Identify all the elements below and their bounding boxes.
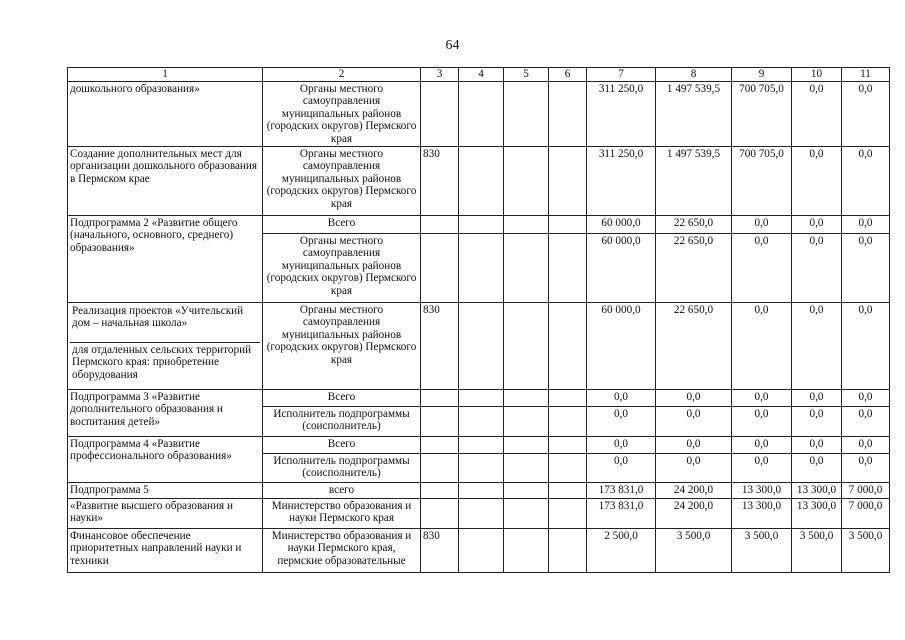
empty-cell (549, 302, 587, 389)
empty-cell (459, 233, 504, 302)
value-cell: 22 650,0 (656, 215, 732, 233)
table-row (68, 215, 890, 233)
value-cell: 22 650,0 (656, 233, 732, 302)
empty-cell (504, 453, 549, 482)
program-name-cell (68, 302, 263, 389)
header-cell: 4 (459, 68, 504, 82)
value-cell: 0,0 (656, 453, 732, 482)
table-row (68, 146, 890, 215)
executor-cell: Органы местного самоуправления муниципальных районов (городских округов) Пермского края (263, 81, 421, 146)
code-cell: 830 (421, 146, 459, 215)
table-row (68, 81, 890, 146)
value-cell: 0,0 (792, 389, 842, 406)
value-cell: 700 705,0 (732, 81, 792, 146)
value-cell: 3 500,0 (842, 528, 890, 572)
empty-cell (549, 406, 587, 436)
empty-cell (549, 389, 587, 406)
program-name-part: Реализация проектов «Учительский дом – начальная школа» (70, 304, 260, 343)
empty-cell (459, 81, 504, 146)
code-cell (421, 233, 459, 302)
value-cell: 3 500,0 (732, 528, 792, 572)
empty-cell (549, 233, 587, 302)
program-name-part: для отдаленных сельских территорий Пермского края: приобретение оборудования (72, 343, 252, 381)
executor-cell: Исполнитель подпрограммы (соисполнитель) (263, 453, 421, 482)
value-cell: 0,0 (842, 406, 890, 436)
value-cell: 13 300,0 (792, 482, 842, 498)
program-name-cell: Подпрограмма 4 «Развитие профессионального образования» (68, 436, 263, 482)
value-cell: 700 705,0 (732, 146, 792, 215)
value-cell: 0,0 (587, 389, 656, 406)
header-cell: 10 (792, 68, 842, 82)
table-row (68, 436, 890, 453)
value-cell: 24 200,0 (656, 498, 732, 528)
code-cell (421, 406, 459, 436)
table-row (68, 389, 890, 406)
table-row (68, 302, 890, 389)
value-cell: 60 000,0 (587, 302, 656, 389)
executor-cell: Министерство образования и науки Пермского края (263, 498, 421, 528)
executor-cell: Министерство образования и науки Пермского края, пермские образовательные (263, 528, 421, 572)
empty-cell (549, 436, 587, 453)
empty-cell (549, 528, 587, 572)
value-cell: 60 000,0 (587, 215, 656, 233)
value-cell: 173 831,0 (587, 498, 656, 528)
header-cell: 6 (549, 68, 587, 82)
value-cell: 0,0 (842, 389, 890, 406)
value-cell: 0,0 (732, 302, 792, 389)
value-cell: 3 500,0 (656, 528, 732, 572)
empty-cell (459, 436, 504, 453)
value-cell: 0,0 (587, 436, 656, 453)
empty-cell (459, 498, 504, 528)
header-cell: 7 (587, 68, 656, 82)
page-number: 64 (445, 38, 460, 53)
executor-cell: Исполнитель подпрограммы (соисполнитель) (263, 406, 421, 436)
value-cell: 22 650,0 (656, 302, 732, 389)
empty-cell (459, 389, 504, 406)
value-cell: 0,0 (792, 302, 842, 389)
value-cell: 0,0 (842, 81, 890, 146)
code-cell (421, 389, 459, 406)
value-cell: 0,0 (732, 453, 792, 482)
empty-cell (504, 81, 549, 146)
code-cell (421, 81, 459, 146)
empty-cell (549, 498, 587, 528)
empty-cell (504, 498, 549, 528)
empty-cell (549, 146, 587, 215)
empty-cell (459, 482, 504, 498)
table-row (68, 528, 890, 572)
code-cell (421, 498, 459, 528)
executor-cell: Органы местного самоуправления муниципальных районов (городских округов) Пермского края (263, 302, 421, 389)
empty-cell (504, 302, 549, 389)
header-cell: 5 (504, 68, 549, 82)
value-cell: 0,0 (732, 406, 792, 436)
program-name-cell: Подпрограмма 2 «Развитие общего (начального, основного, среднего) образования» (68, 215, 263, 302)
code-cell: 830 (421, 302, 459, 389)
executor-cell: Всего (263, 215, 421, 233)
value-cell: 311 250,0 (587, 146, 656, 215)
header-cell: 11 (842, 68, 890, 82)
empty-cell (504, 436, 549, 453)
value-cell: 13 300,0 (732, 498, 792, 528)
empty-cell (504, 528, 549, 572)
header-row (68, 68, 890, 82)
empty-cell (504, 215, 549, 233)
empty-cell (459, 146, 504, 215)
empty-cell (504, 146, 549, 215)
value-cell: 0,0 (587, 453, 656, 482)
header-cell: 3 (421, 68, 459, 82)
executor-cell: Всего (263, 389, 421, 406)
value-cell: 0,0 (656, 389, 732, 406)
empty-cell (504, 406, 549, 436)
value-cell: 0,0 (842, 436, 890, 453)
value-cell: 0,0 (732, 389, 792, 406)
value-cell: 311 250,0 (587, 81, 656, 146)
value-cell: 0,0 (732, 233, 792, 302)
value-cell: 0,0 (656, 436, 732, 453)
header-cell: 8 (656, 68, 732, 82)
value-cell: 60 000,0 (587, 233, 656, 302)
value-cell: 13 300,0 (732, 482, 792, 498)
table-row (68, 482, 890, 498)
value-cell: 0,0 (842, 146, 890, 215)
empty-cell (459, 453, 504, 482)
executor-cell: всего (263, 482, 421, 498)
header-cell: 1 (68, 68, 263, 82)
header-cell: 2 (263, 68, 421, 82)
executor-cell: Органы местного самоуправления муниципальных районов (городских округов) Пермского края (263, 233, 421, 302)
value-cell: 0,0 (792, 436, 842, 453)
value-cell: 24 200,0 (656, 482, 732, 498)
program-name-cell: Финансовое обеспечение приоритетных направлений науки и техники (68, 528, 263, 572)
empty-cell (459, 215, 504, 233)
value-cell: 0,0 (656, 406, 732, 436)
program-name-cell: дошкольного образования» (68, 81, 263, 146)
value-cell: 0,0 (792, 81, 842, 146)
empty-cell (459, 302, 504, 389)
empty-cell (459, 406, 504, 436)
program-name-cell: Подпрограмма 5 (68, 482, 263, 498)
empty-cell (549, 81, 587, 146)
program-name-cell: «Развитие высшего образования и науки» (68, 498, 263, 528)
value-cell: 7 000,0 (842, 498, 890, 528)
value-cell: 0,0 (842, 453, 890, 482)
empty-cell (504, 389, 549, 406)
program-name-cell: Создание дополнительных мест для организации дошкольного образования в Пермском крае (68, 146, 263, 215)
empty-cell (504, 233, 549, 302)
empty-cell (549, 453, 587, 482)
empty-cell (549, 215, 587, 233)
executor-cell: Органы местного самоуправления муниципальных районов (городских округов) Пермского края (263, 146, 421, 215)
value-cell: 1 497 539,5 (656, 146, 732, 215)
code-cell: 830 (421, 528, 459, 572)
value-cell: 0,0 (842, 302, 890, 389)
value-cell: 0,0 (842, 233, 890, 302)
code-cell (421, 453, 459, 482)
header-cell: 9 (732, 68, 792, 82)
value-cell: 0,0 (732, 436, 792, 453)
value-cell: 0,0 (792, 453, 842, 482)
empty-cell (549, 482, 587, 498)
value-cell: 0,0 (792, 406, 842, 436)
value-cell: 2 500,0 (587, 528, 656, 572)
value-cell: 0,0 (842, 215, 890, 233)
code-cell (421, 436, 459, 453)
value-cell: 0,0 (792, 215, 842, 233)
value-cell: 173 831,0 (587, 482, 656, 498)
value-cell: 0,0 (587, 406, 656, 436)
value-cell: 0,0 (792, 233, 842, 302)
program-name-cell: Подпрограмма 3 «Развитие дополнительного образования и воспитания детей» (68, 389, 263, 436)
code-cell (421, 215, 459, 233)
value-cell: 3 500,0 (792, 528, 842, 572)
code-cell (421, 482, 459, 498)
executor-cell: Всего (263, 436, 421, 453)
value-cell: 13 300,0 (792, 498, 842, 528)
value-cell: 0,0 (732, 215, 792, 233)
budget-table (67, 67, 890, 573)
empty-cell (459, 528, 504, 572)
value-cell: 1 497 539,5 (656, 81, 732, 146)
value-cell: 7 000,0 (842, 482, 890, 498)
table-row (68, 498, 890, 528)
empty-cell (504, 482, 549, 498)
value-cell: 0,0 (792, 146, 842, 215)
